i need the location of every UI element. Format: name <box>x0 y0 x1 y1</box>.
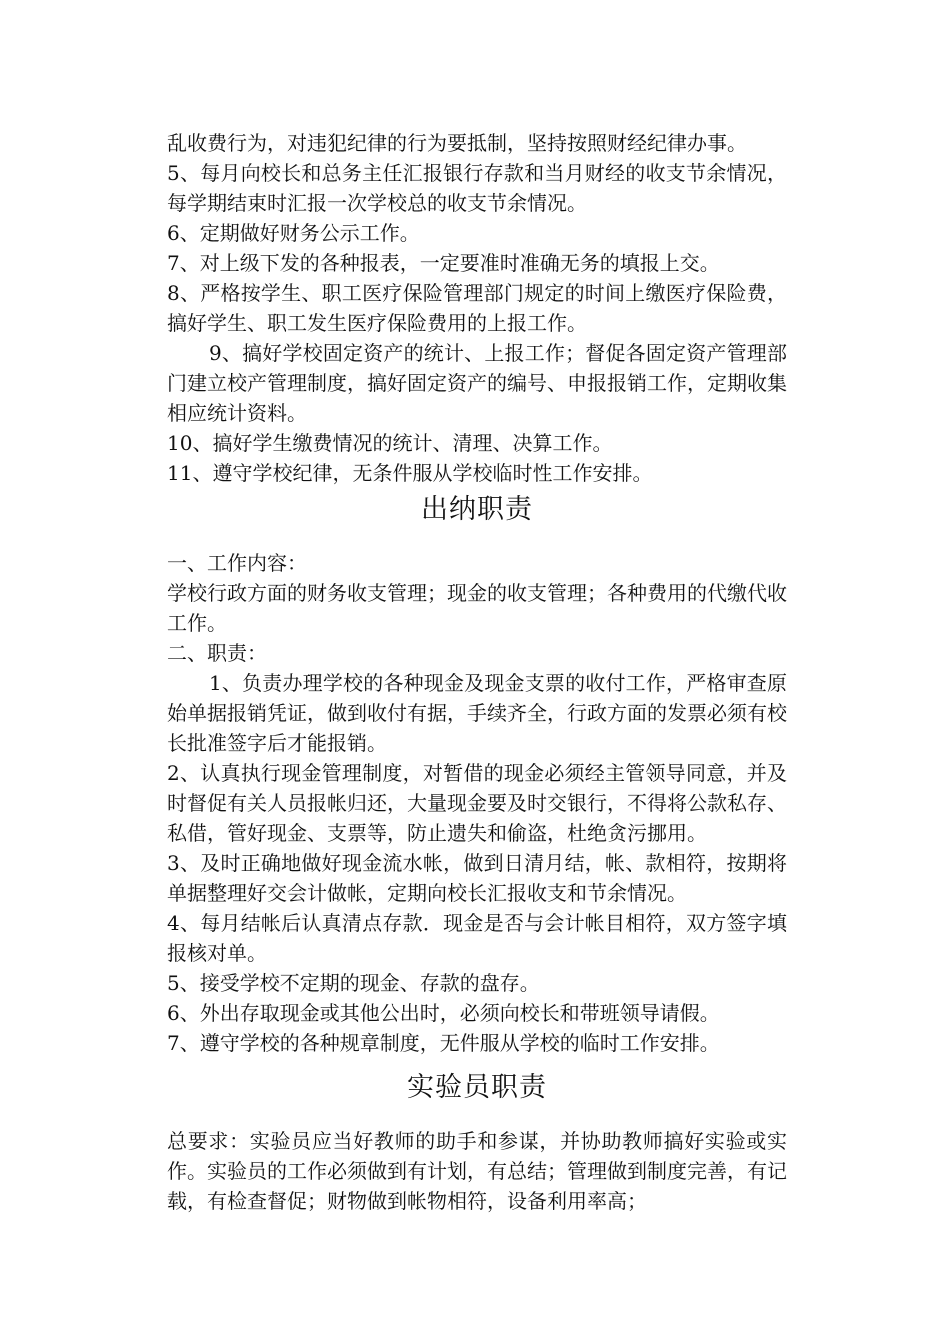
paragraph: 5、每月向校长和总务主任汇报银行存款和当月财经的收支节余情况，每学期结束时汇报一次学校总的收支节余情况。 <box>167 161 787 215</box>
paragraph: 5、接受学校不定期的现金、存款的盘存。 <box>167 971 540 995</box>
paragraph: 11、遵守学校纪律，无条件服从学校临时性工作安排。 <box>167 461 653 485</box>
paragraph: 3、及时正确地做好现金流水帐，做到日清月结，帐、款相符，按期将单据整理好交会计做帐，定期向校长汇报收支和节余情况。 <box>167 851 787 905</box>
paragraph: 7、对上级下发的各种报表，一定要准时准确无务的填报上交。 <box>167 251 720 275</box>
paragraph: 6、定期做好财务公示工作。 <box>167 221 420 245</box>
paragraph: 一、工作内容： <box>167 551 307 575</box>
paragraph: 2、认真执行现金管理制度，对暂借的现金必须经主管领导同意，并及时督促有关人员报帐归还，大量现金要及时交银行，不得将公款私存、私借，管好现金、支票等，防止遗失和偷盗，杜绝贪污挪用。 <box>167 761 787 845</box>
paragraph: 1、负责办理学校的各种现金及现金支票的收付工作，严格审查原始单据报销凭证，做到收付有据，手续齐全，行政方面的发票必须有校长批准签字后才能报销。 <box>167 671 787 755</box>
section-title-lab-assistant: 实验员职责 <box>407 1072 547 1103</box>
paragraph: 4、每月结帐后认真清点存款．现金是否与会计帐目相符，双方签字填报核对单。 <box>167 911 787 965</box>
paragraph: 8、严格按学生、职工医疗保险管理部门规定的时间上缴医疗保险费，搞好学生、职工发生医疗保险费用的上报工作。 <box>167 281 787 335</box>
paragraph: 10、搞好学生缴费情况的统计、清理、决算工作。 <box>167 431 613 455</box>
paragraph: 二、职责： <box>167 641 267 665</box>
section-title-cashier: 出纳职责 <box>421 494 533 525</box>
paragraph: 6、外出存取现金或其他公出时，必须向校长和带班领导请假。 <box>167 1001 720 1025</box>
paragraph: 总要求：实验员应当好教师的助手和参谋，并协助教师搞好实验或实作。实验员的工作必须做到有计划，有总结；管理做到制度完善，有记载，有检查督促；财物做到帐物相符，设备利用率高； <box>167 1129 787 1213</box>
paragraph: 9、搞好学校固定资产的统计、上报工作；督促各固定资产管理部门建立校产管理制度，搞好固定资产的编号、申报报销工作，定期收集相应统计资料。 <box>167 341 787 425</box>
paragraph: 乱收费行为，对违犯纪律的行为要抵制，坚持按照财经纪律办事。 <box>167 131 747 155</box>
paragraph: 7、遵守学校的各种规章制度，无件服从学校的临时工作安排。 <box>167 1031 720 1055</box>
document-body <box>167 128 787 1216</box>
paragraph: 学校行政方面的财务收支管理；现金的收支管理；各种费用的代缴代收工作。 <box>167 581 787 635</box>
